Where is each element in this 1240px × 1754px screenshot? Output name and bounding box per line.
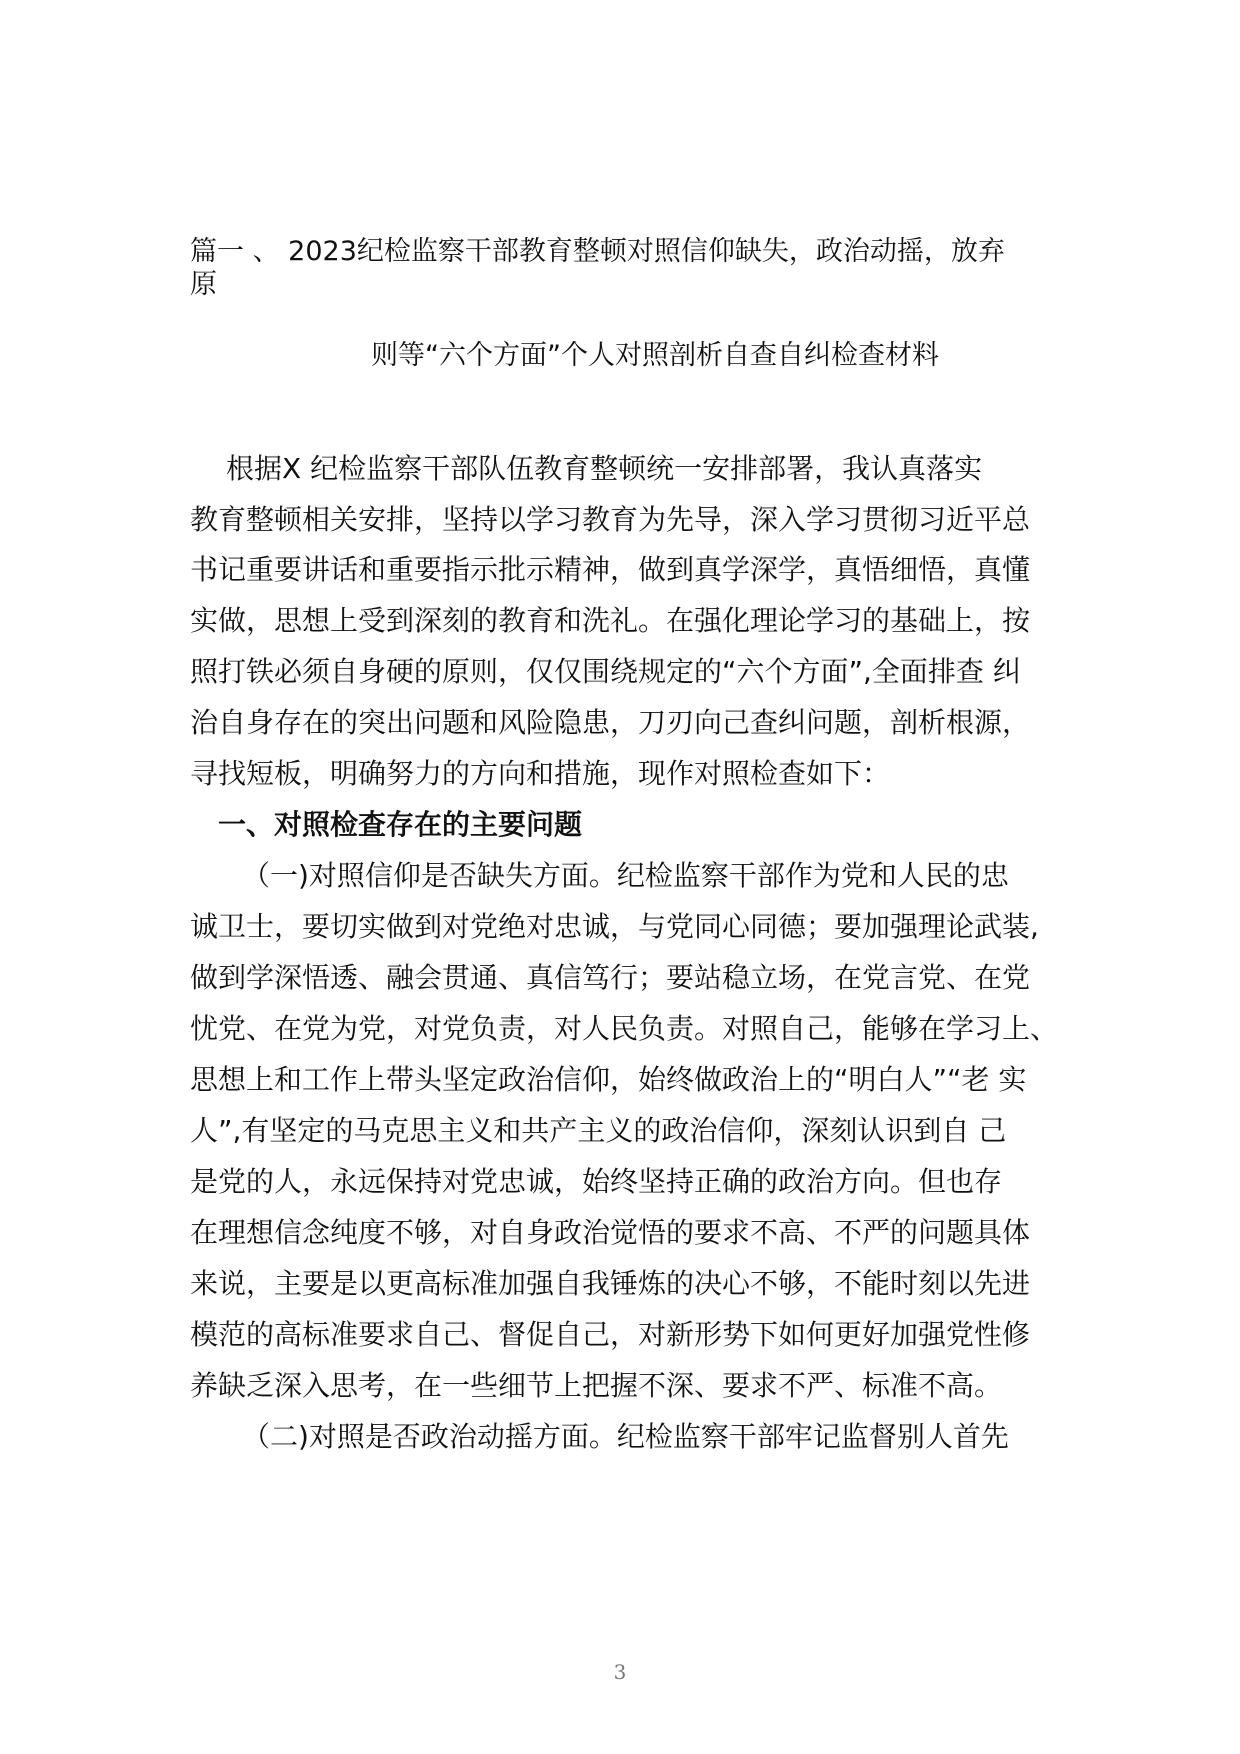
paragraph-line: （一)对照信仰是否缺失方面。纪检监察干部作为党和人民的忠 — [242, 859, 1009, 892]
paragraph-line: 模范的高标准要求自己、督促自己，对新形势下如何更好加强党性修 — [190, 1318, 1031, 1351]
intro-line: 实做，思想上受到深刻的教育和洗礼。在强化理论学习的基础上，按 — [190, 604, 1031, 637]
paragraph-line: 养缺乏深入思考，在一些细节上把握不深、要求不严、标准不高。 — [190, 1369, 1003, 1402]
document-title-line-2: 原 — [190, 269, 217, 300]
paragraph-line: 在理想信念纯度不够，对自身政治觉悟的要求不高、不严的问题具体 — [190, 1216, 1031, 1249]
paragraph-line: （二)对照是否政治动摇方面。纪检监察干部牢记监督别人首先 — [242, 1420, 1009, 1453]
paragraph-line: 思想上和工作上带头坚定政治信仰，始终做政治上的“明白人”“老 实 — [190, 1063, 1027, 1096]
paragraph-line: 是党的人，永远保持对党忠诚，始终坚持正确的政治方向。但也存 — [190, 1165, 1003, 1198]
page-number: 3 — [613, 1660, 627, 1684]
intro-line: 根据X 纪检监察干部队伍教育整顿统一安排部署，我认真落实 — [226, 452, 983, 485]
section-heading: 一、对照检查存在的主要问题 — [218, 808, 583, 841]
intro-line: 书记重要讲话和重要指示批示精神，做到真学深学，真悟细悟，真懂 — [190, 553, 1031, 586]
paragraph-line: 忧党、在党为党，对党负责，对人民负责。对照自己，能够在学习上、 — [190, 1012, 1059, 1045]
paragraph-line: 做到学深悟透、融会贯通、真信笃行；要站稳立场，在党言党、在党 — [190, 961, 1031, 994]
intro-line: 教育整顿相关安排，坚持以学习教育为先导，深入学习贯彻习近平总 — [190, 503, 1031, 536]
intro-line: 照打铁必须自身硬的原则，仅仅围绕规定的“六个方面”,全面排查 纠 — [190, 655, 1021, 688]
paragraph-line: 来说，主要是以更高标准加强自我锤炼的决心不够，不能时刻以先进 — [190, 1267, 1031, 1300]
intro-line: 寻找短板，明确努力的方向和措施，现作对照检查如下： — [190, 757, 891, 790]
document-title-line-3: 则等“六个方面”个人对照剖析自查自纠检查材料 — [371, 340, 939, 371]
document-title-line-1: 篇一 、 2023纪检监察干部教育整顿对照信仰缺失，政治动摇，放弃 — [190, 236, 1005, 267]
paragraph-line: 诚卫士，要切实做到对党绝对忠诚，与党同心同德；要加强理论武装, — [190, 910, 1039, 943]
intro-line: 治自身存在的突出问题和风险隐患，刀刃向己查纠问题，剖析根源， — [190, 706, 1031, 739]
paragraph-line: 人”,有坚定的马克思主义和共产主义的政治信仰，深刻认识到自 己 — [190, 1114, 1007, 1147]
